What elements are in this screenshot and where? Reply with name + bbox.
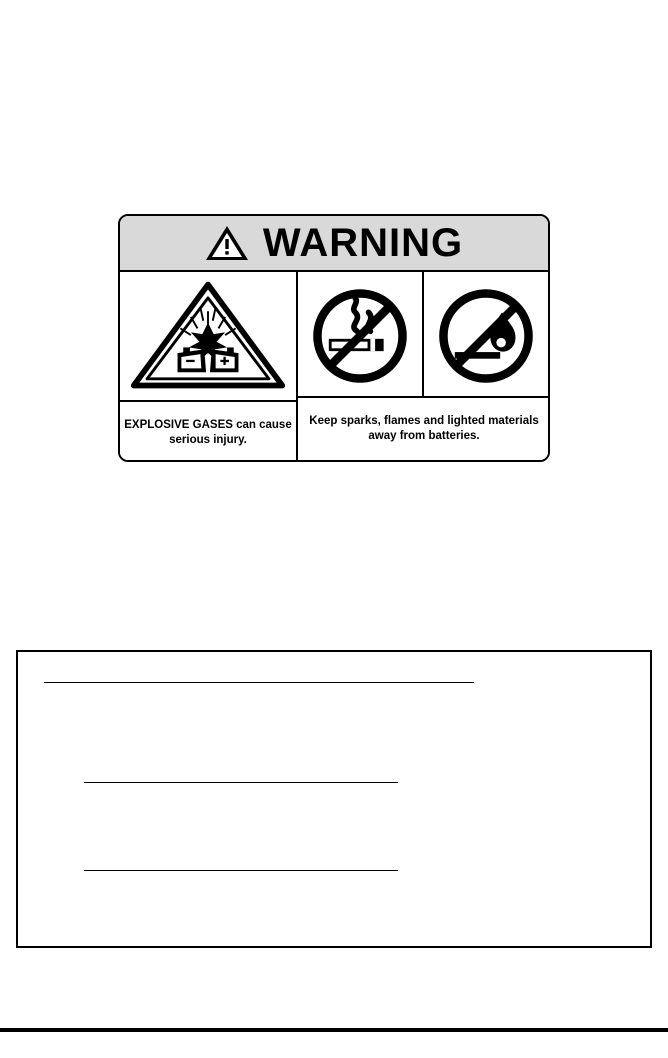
explosion-battery-icon bbox=[120, 272, 296, 400]
warning-caption-keep-sparks-away: Keep sparks, flames and lighted materials away from batteries. bbox=[298, 396, 550, 460]
warning-label-header bbox=[120, 216, 548, 272]
content-rule-3 bbox=[84, 870, 398, 871]
content-rule-1 bbox=[44, 682, 474, 683]
page-footer-rule bbox=[0, 1028, 668, 1032]
content-rule-2 bbox=[84, 782, 398, 783]
warning-word: WARNING bbox=[262, 221, 464, 265]
content-box bbox=[16, 650, 652, 948]
warning-label bbox=[118, 214, 550, 462]
warning-caption-explosive-gases: EXPLOSIVE GASES can cause serious injury. bbox=[120, 400, 296, 462]
warning-panel-explosive-gases bbox=[120, 272, 298, 462]
warning-triangle-icon bbox=[205, 224, 249, 262]
no-open-flame-icon bbox=[424, 272, 548, 400]
no-smoking-icon bbox=[298, 272, 422, 400]
